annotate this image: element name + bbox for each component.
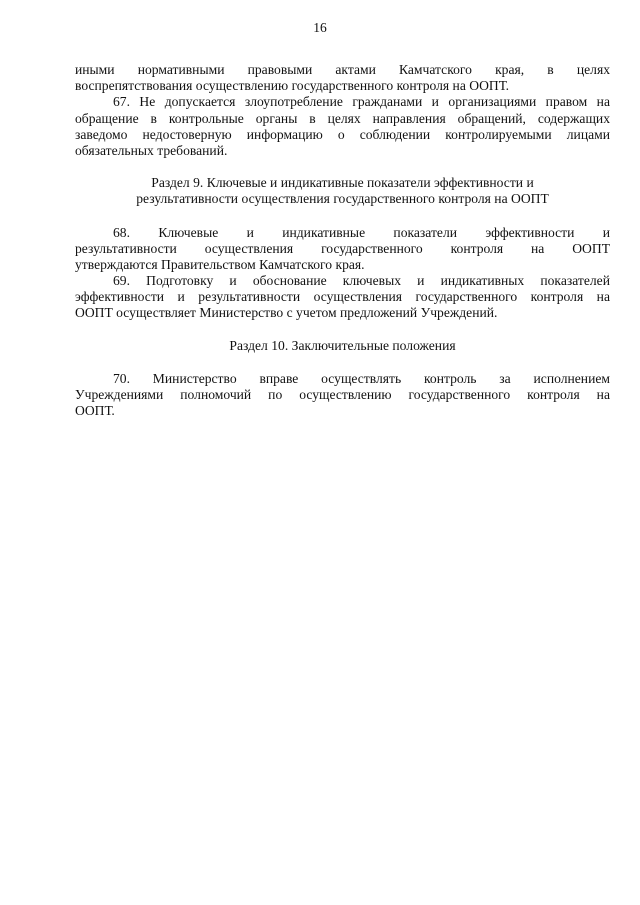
page-number: 16 <box>313 20 327 35</box>
text-line: ООПТ. <box>75 403 115 419</box>
text-line: воспрепятствования осуществлению государственного контроля на ООПТ. <box>75 78 510 94</box>
heading-line: Раздел 9. Ключевые и индикативные показатели эффективности и <box>151 175 534 191</box>
spacer <box>75 159 610 175</box>
text-line: ООПТ осуществляет Министерство с учетом предложений Учреждений. <box>75 305 498 321</box>
heading-line: результативности осуществления государственного контроля на ООПТ <box>136 191 549 207</box>
text-line: результативности осуществления государственного контроля на ООПТ <box>75 240 610 256</box>
text-line: Учреждениями полномочий по осуществлению государственного контроля на <box>75 387 610 402</box>
text-line: иными нормативными правовыми актами Камчатского края, в целях <box>75 62 610 77</box>
continuation-paragraph <box>75 62 610 94</box>
text-line: обращение в контрольные органы в целях направления обращений, содержащих <box>75 110 610 126</box>
text-line: 69. Подготовку и обоснование ключевых и индикативных показателей <box>113 273 610 289</box>
spacer <box>75 322 610 338</box>
paragraph-67 <box>75 94 610 159</box>
paragraph-68 <box>75 225 610 274</box>
document-body <box>75 62 610 419</box>
text-line: утверждаются Правительством Камчатского края. <box>75 256 365 272</box>
text-line: 68. Ключевые и индикативные показатели эффективности и <box>113 224 610 240</box>
spacer <box>75 354 610 371</box>
paragraph-69 <box>75 273 610 322</box>
text-line: обязательных требований. <box>75 142 228 158</box>
paragraph-70 <box>75 371 610 420</box>
section-9-heading <box>75 175 610 207</box>
heading-line: Раздел 10. Заключительные положения <box>229 337 456 353</box>
section-10-heading <box>75 338 610 354</box>
text-line: заведомо недостоверную информацию о соблюдении контролируемыми лицами <box>75 126 610 142</box>
text-line: 67. Не допускается злоупотребление гражданами и организациями правом на <box>113 94 610 110</box>
spacer <box>75 208 610 225</box>
text-line: эффективности и результативности осуществления государственного контроля на <box>75 289 610 305</box>
text-line: 70. Министерство вправе осуществлять контроль за исполнением <box>113 370 610 386</box>
